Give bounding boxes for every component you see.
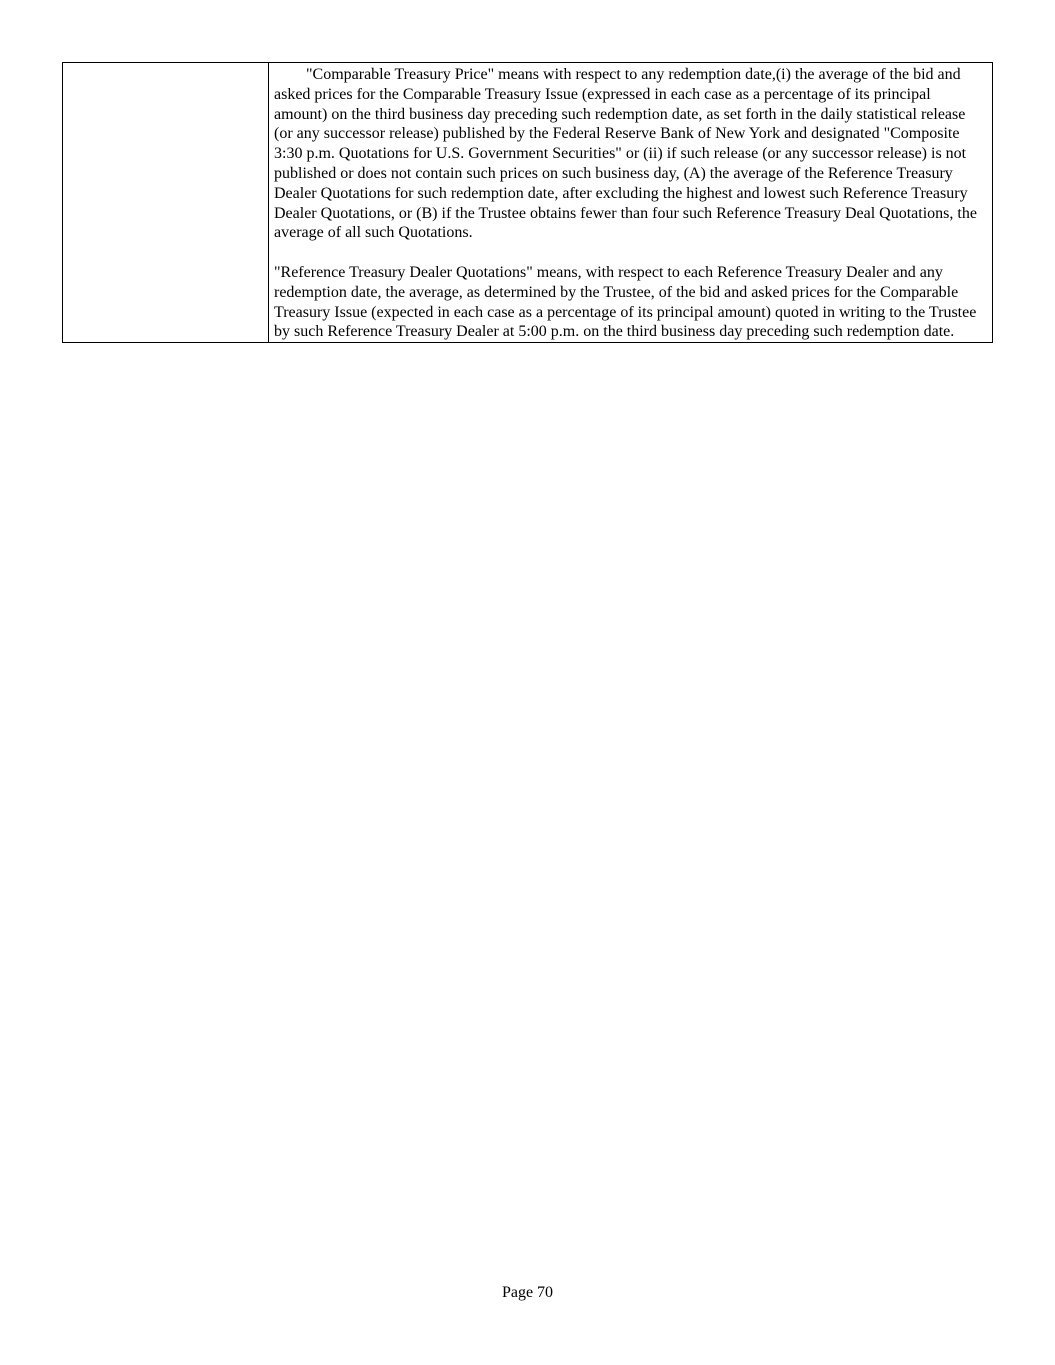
page-number: Page 70 xyxy=(501,1284,554,1301)
definitions-text xyxy=(269,63,992,342)
definitions-cell xyxy=(269,63,993,343)
paragraph-spacer xyxy=(274,243,986,263)
document-table xyxy=(62,62,993,343)
table-row xyxy=(63,63,993,343)
left-empty-cell xyxy=(63,63,269,343)
reference-treasury-dealer-quotations-paragraph: "Reference Treasury Dealer Quotations" means, with respect to each Reference Treasury Dealer and any redemption date, the average, as determined by the Trustee, of the bid and asked prices for the Comparable Treasury Issue (expected in each case as a percentage of its principal amount) quoted in writing to the Trustee by such Reference Treasury Dealer at 5:00 p.m. on the third business day preceding such redemption date. xyxy=(274,263,977,341)
comparable-treasury-price-paragraph: "Comparable Treasury Price" means with respect to any redemption date,(i) the average of the bid and asked prices for the Comparable Treasury Issue (expressed in each case as a percentage of its principal amount) on the third business day preceding such redemption date, as set forth in the daily statistical release (or any successor release) published by the Federal Reserve Bank of New York and designated "Composite 3:30 p.m. Quotations for U.S. Government Securities" or (ii) if such release (or any successor release) is not published or does not contain such prices on such business day, (A) the average of the Reference Treasury Dealer Quotations for such redemption date, after excluding the highest and lowest such Reference Treasury Dealer Quotations, or (B) if the Trustee obtains fewer than four such Reference Treasury Deal Quotations, the average of all such Quotations. xyxy=(274,66,977,242)
